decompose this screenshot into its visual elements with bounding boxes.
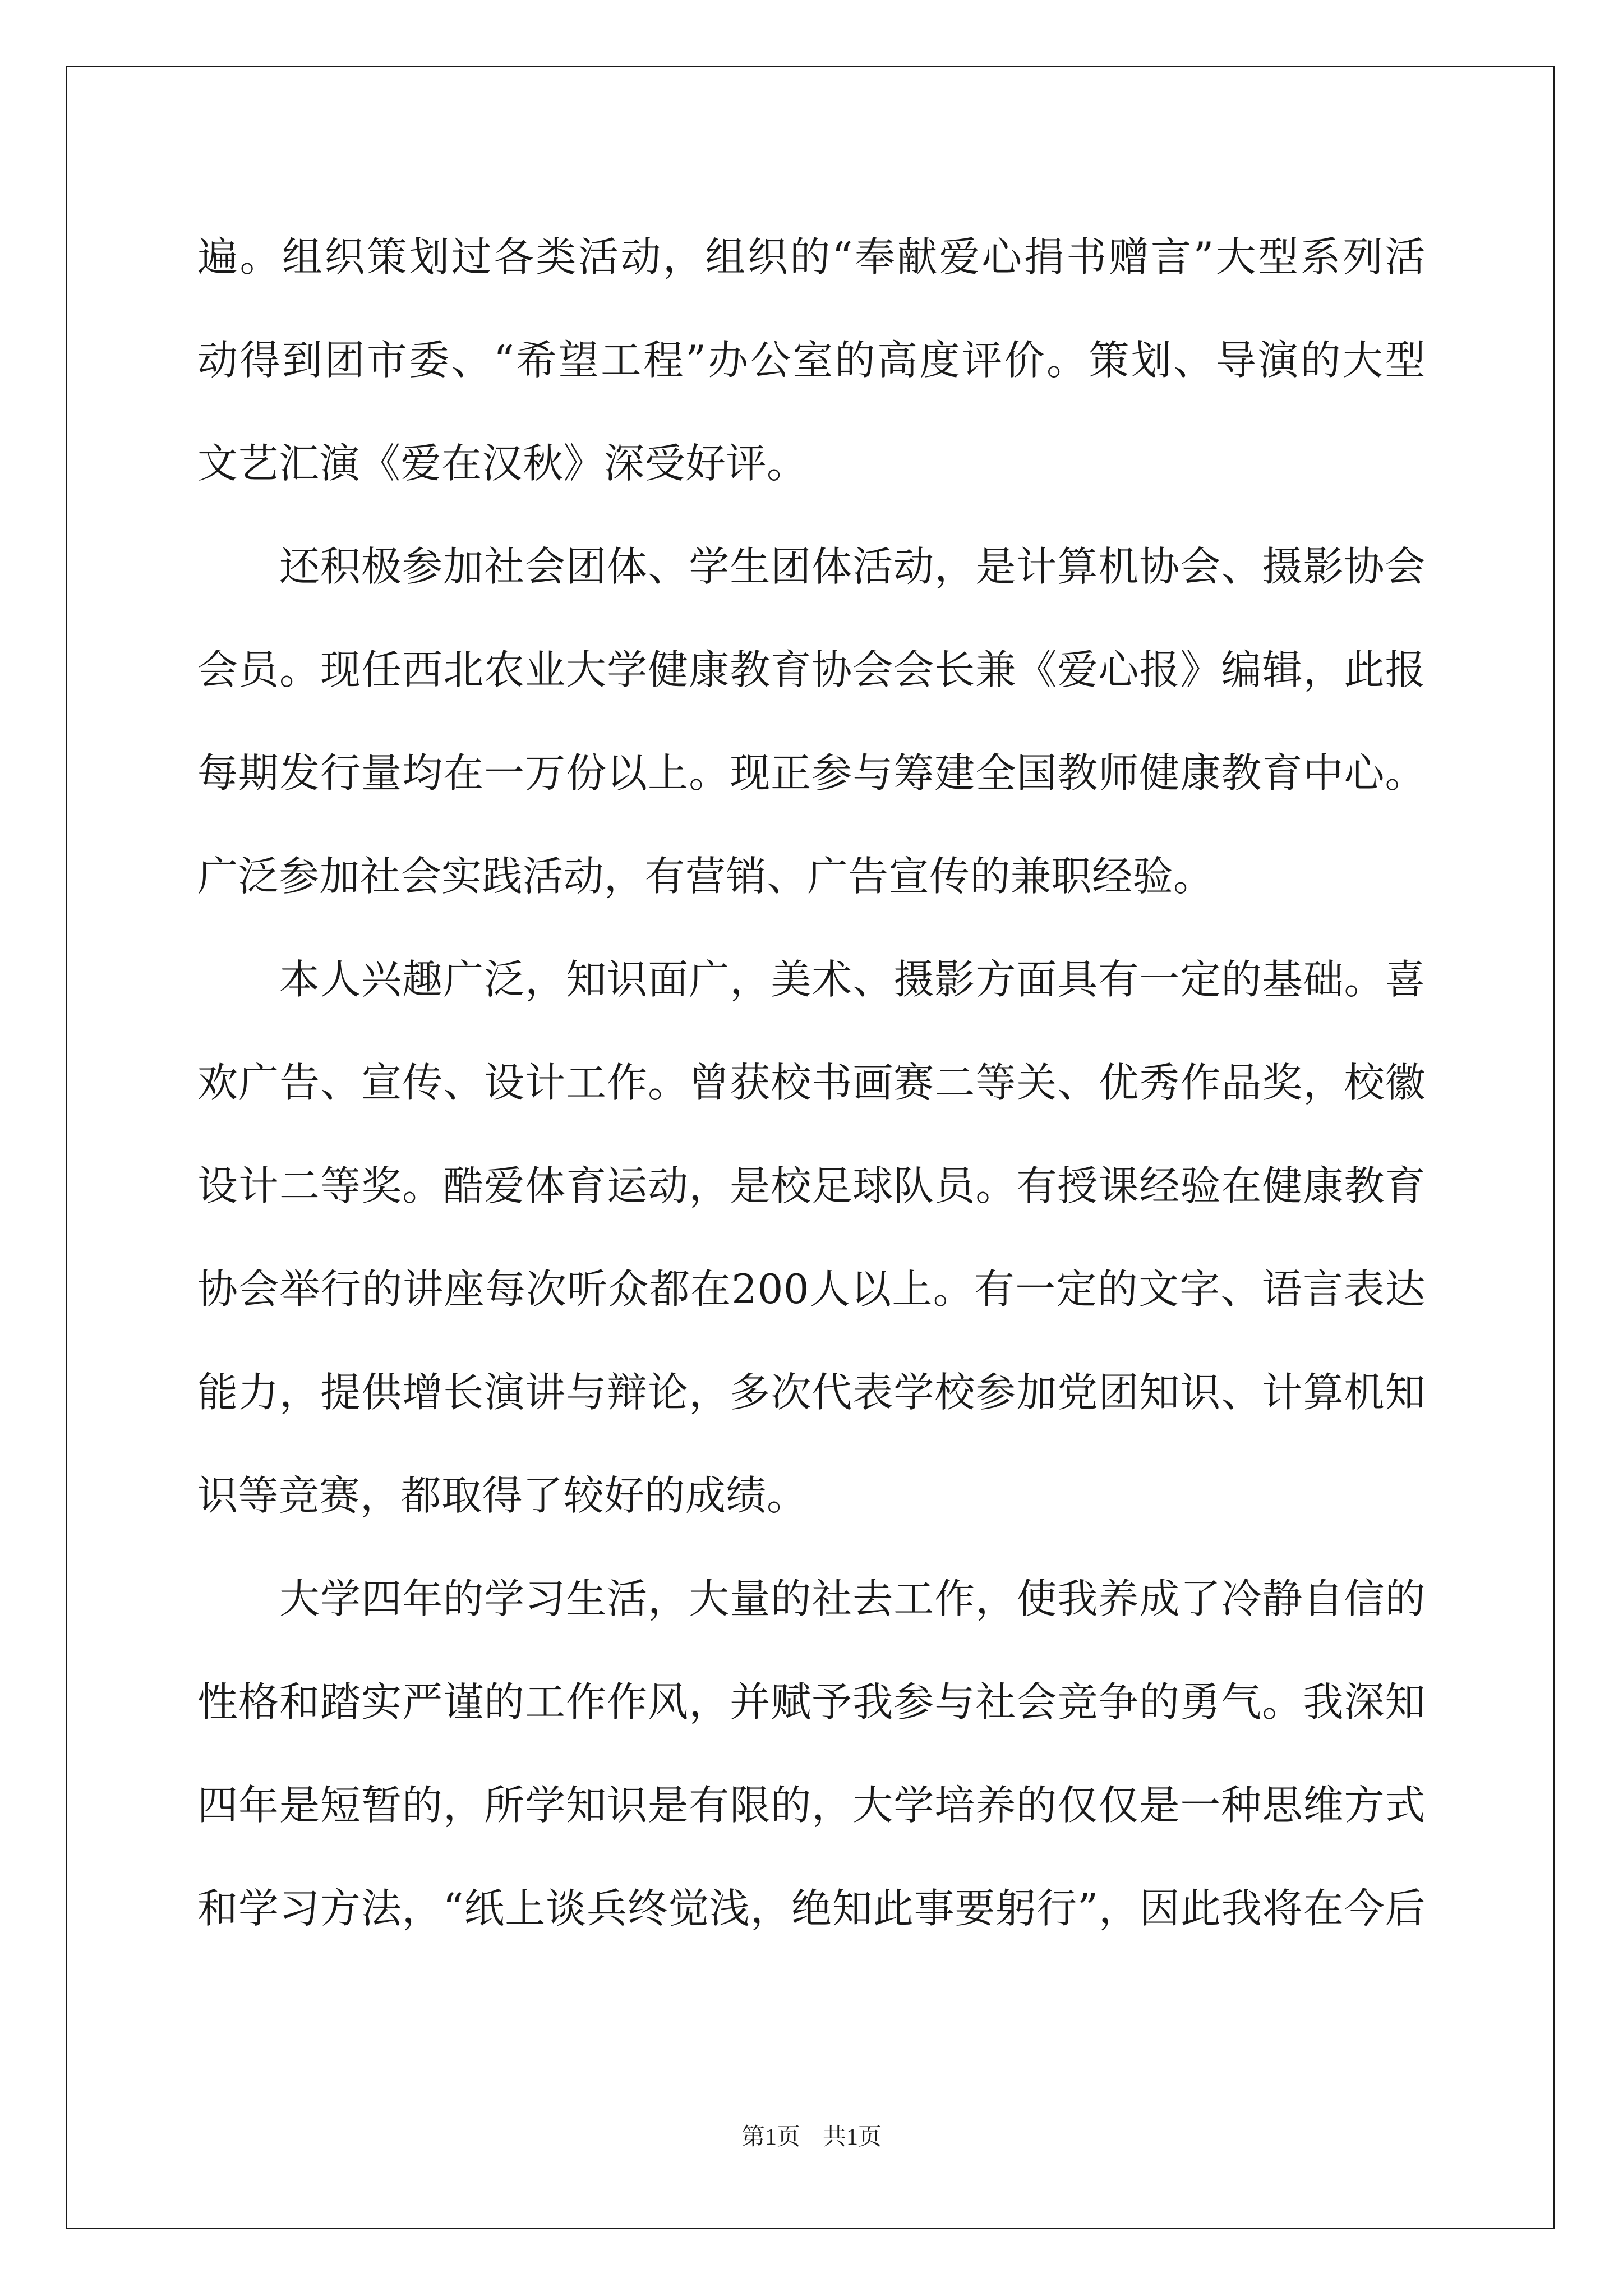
text-line: 还积极参加社会团体、学生团体活动，是计算机协会、摄影协会 [197, 543, 1426, 590]
text-line: 四年是短暂的，所学知识是有限的，大学培养的仅仅是一种思维方式 [197, 1782, 1426, 1829]
text-line: 和学习方法，“纸上谈兵终觉浅，绝知此事要躬行”，因此我将在今后 [197, 1885, 1426, 1932]
text-line: 每期发行量均在一万份以上。现正参与筹建全国教师健康教育中心。 [197, 749, 1426, 797]
text-line: 会员。现任西北农业大学健康教育协会会长兼《爱心报》编辑，此报 [197, 646, 1426, 693]
text-line: 文艺汇演《爱在汉秋》深受好评。 [197, 440, 808, 487]
text-line: 协会举行的讲座每次听众都在200人以上。有一定的文字、语言表达 [197, 1266, 1426, 1313]
text-line: 性格和踏实严谨的工作作风，并赋予我参与社会竞争的勇气。我深知 [197, 1678, 1426, 1726]
text-line: 设计二等奖。酷爱体育运动，是校足球队员。有授课经验在健康教育 [197, 1162, 1426, 1209]
page-number: 第1页 [741, 2124, 800, 2150]
text-line: 本人兴趣广泛，知识面广，美术、摄影方面具有一定的基础。喜 [197, 956, 1426, 1003]
page-footer [0, 2118, 1623, 2152]
text-line: 广泛参加社会实践活动，有营销、广告宣传的兼职经验。 [197, 853, 1214, 900]
page-total: 共1页 [823, 2124, 882, 2150]
text-line: 能力，提供增长演讲与辩论，多次代表学校参加党团知识、计算机知 [197, 1369, 1426, 1416]
text-line: 大学四年的学习生活，大量的社去工作，使我养成了冷静自信的 [197, 1575, 1426, 1622]
text-line: 欢广告、宣传、设计工作。曾获校书画赛二等关、优秀作品奖，校徽 [197, 1059, 1426, 1106]
document-body [197, 205, 1426, 1960]
text-line: 识等竞赛，都取得了较好的成绩。 [197, 1472, 808, 1519]
text-line: 遍。组织策划过各类活动，组织的“奉献爱心捐书赠言”大型系列活 [197, 233, 1426, 280]
text-line: 动得到团市委、“希望工程”办公室的高度评价。策划、导演的大型 [197, 337, 1426, 384]
